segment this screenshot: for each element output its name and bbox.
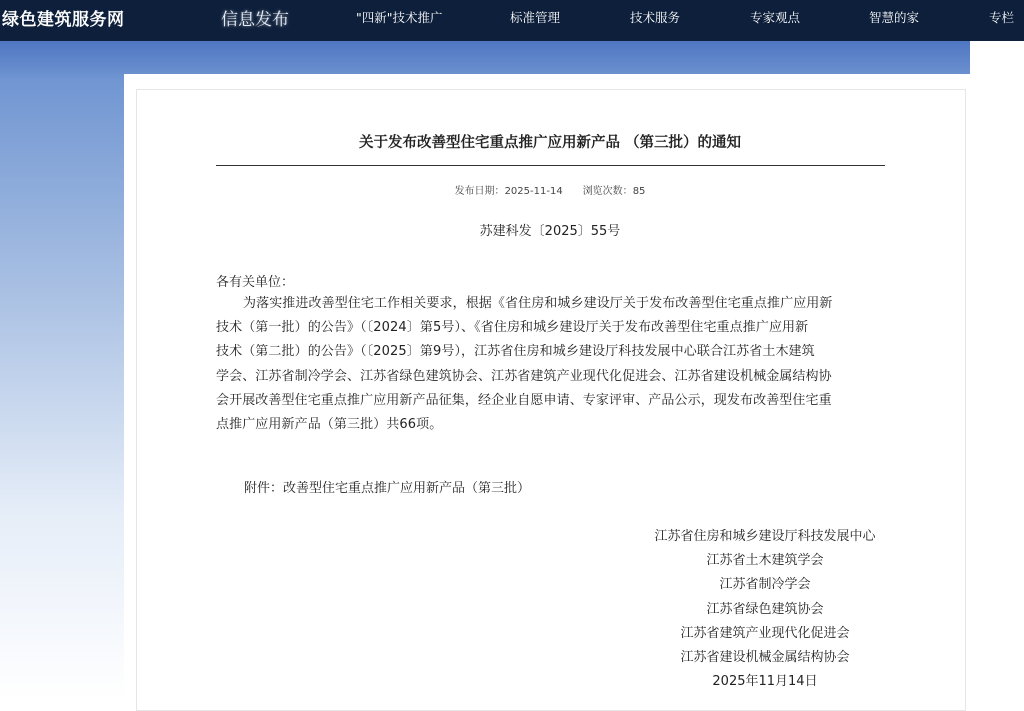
views-count: 85 [632, 186, 646, 197]
signatory: 江苏省住房和城乡建设厅科技发展中心 [654, 529, 876, 544]
nav-item-standards[interactable]: 标准管理 [510, 10, 561, 25]
nav-item-four-new-tech[interactable]: "四新"技术推广 [356, 10, 443, 25]
publish-date: 2025-11-14 [504, 186, 563, 197]
signatory: 江苏省建设机械金属结构协会 [680, 650, 850, 666]
signatory: 江苏省制冷学会 [719, 577, 811, 593]
nav-item-expert-views[interactable]: 专家观点 [750, 10, 801, 25]
nav-item-tech-services[interactable]: 技术服务 [630, 10, 681, 25]
views-label: 浏览次数： [582, 186, 633, 197]
body-line: 技术（第二批）的公告》（〔2025〕第9号），江苏省住房和城乡建设厅科技发展中心联合江苏省土木建筑 [216, 344, 815, 360]
publish-date-label: 发布日期： [454, 186, 505, 197]
signatory: 江苏省建筑产业现代化促进会 [680, 625, 850, 641]
site-logo[interactable]: 绿色建筑服务网 [2, 10, 125, 30]
attachment-link[interactable]: 附件：改善型住宅重点推广应用新产品（第三批） [244, 481, 531, 496]
nav-item-column[interactable]: 专栏 [989, 10, 1015, 25]
body-line: 技术（第一批）的公告》（〔2024〕第5号）、《省住房和城乡建设厅关于发布改善型住宅重点推广应用新 [216, 320, 809, 336]
signature-date: 2025年11月14日 [712, 674, 818, 690]
document-number: 苏建科发〔2025〕55号 [479, 224, 621, 239]
signatory: 江苏省绿色建筑协会 [706, 601, 824, 617]
salutation: 各有关单位： [216, 275, 295, 290]
body-line: 会开展改善型住宅重点推广应用新产品征集，经企业自愿申请、专家评审、产品公示，现发布改善型住宅重 [216, 392, 832, 408]
article-meta [0, 182, 1024, 197]
article-body [216, 292, 888, 437]
article-title: 关于发布改善型住宅重点推广应用新产品 （第三批）的通知 [358, 135, 742, 151]
top-navigation-bar [0, 0, 1024, 41]
signatories [640, 525, 890, 694]
body-line: 点推广应用新产品（第三批）共66项。 [216, 417, 443, 433]
nav-item-smart-home[interactable]: 智慧的家 [869, 10, 920, 25]
nav-item-info-release[interactable]: 信息发布 [221, 10, 289, 30]
body-line: 为落实推进改善型住宅工作相关要求，根据《省住房和城乡建设厅关于发布改善型住宅重点推广应用新 [243, 296, 833, 311]
title-divider [216, 165, 885, 166]
body-line: 学会、江苏省制冷学会、江苏省绿色建筑协会、江苏省建筑产业现代化促进会、江苏省建设机械金属结构协 [216, 368, 832, 384]
signatory: 江苏省土木建筑学会 [706, 553, 824, 569]
